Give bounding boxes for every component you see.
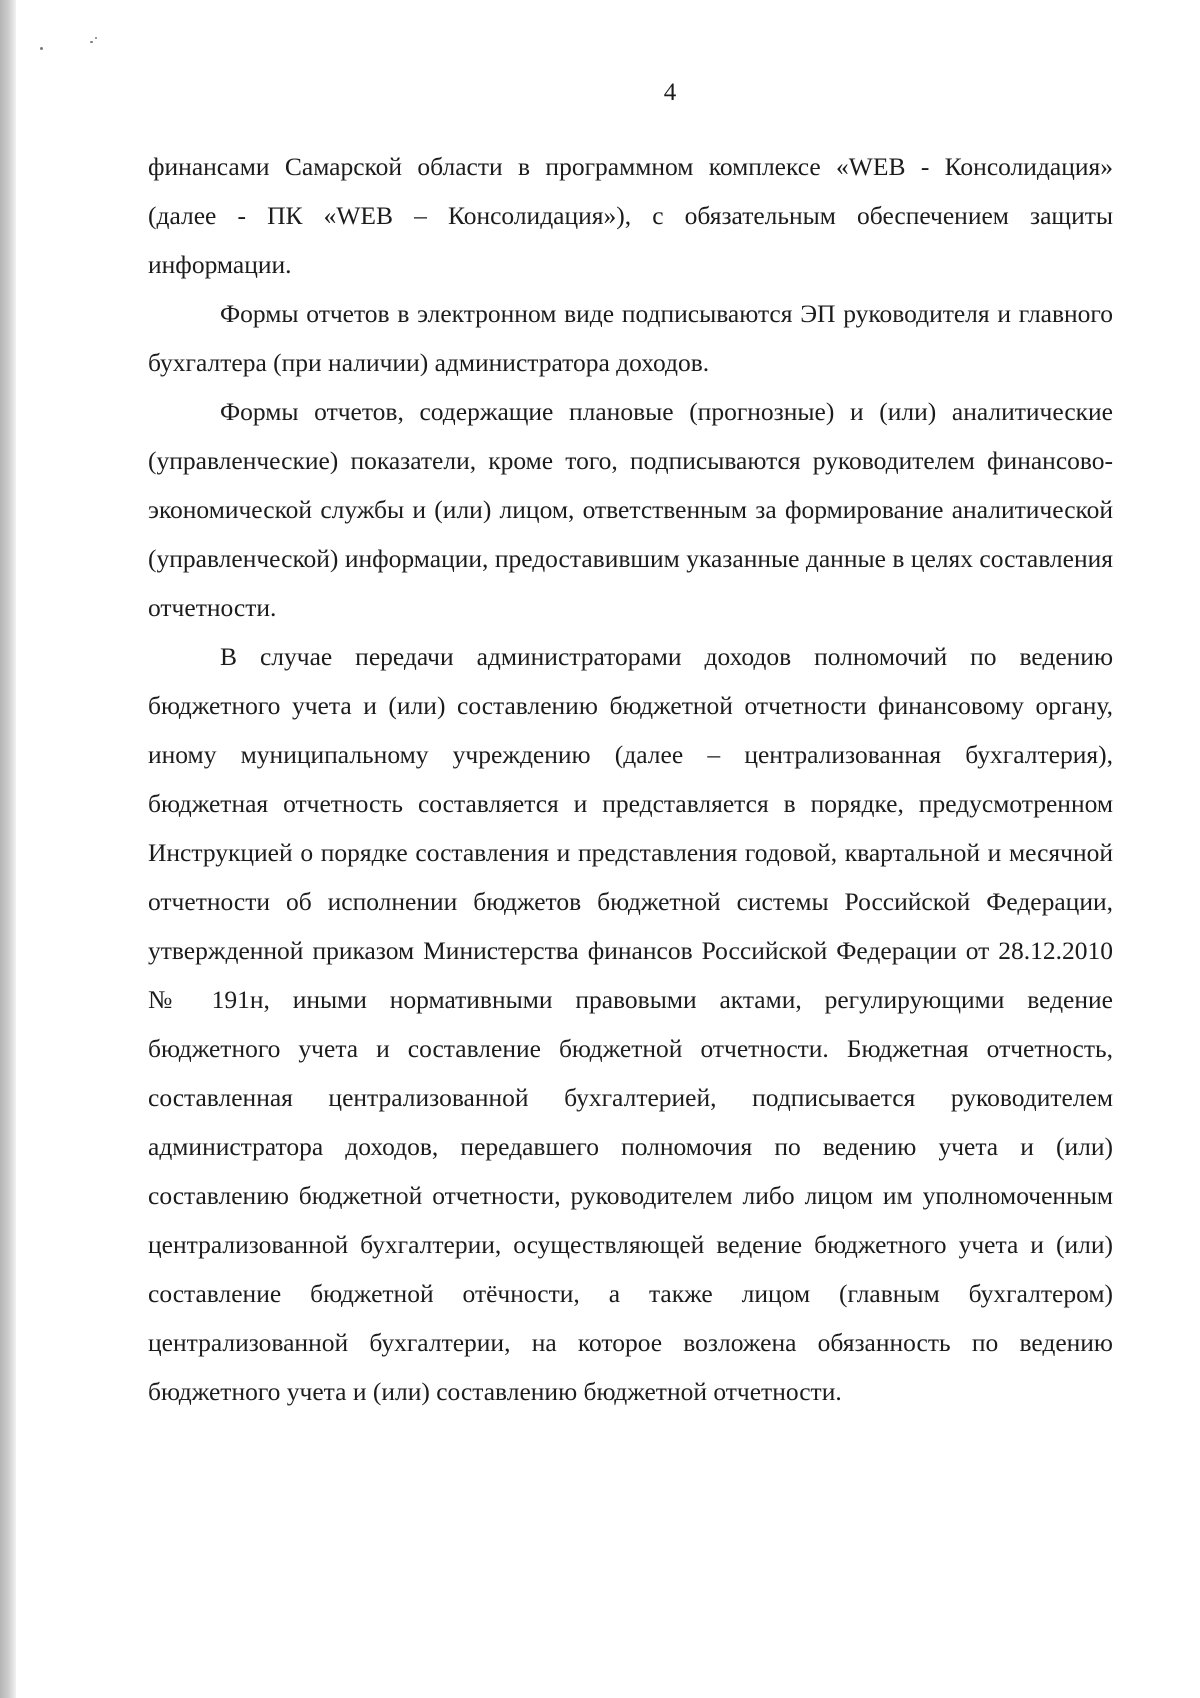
paragraph-3: Формы отчетов, содержащие плановые (прогнозные) и (или) аналитические (управленческие) показатели, кроме того, подписываются руководителем финансово-экономической службы и (или) лицом, ответственным за формирование аналитической (управленческой) информации, предоставившим указанные данные в целях составления отчетности. <box>148 397 1113 622</box>
scan-speck <box>95 37 97 39</box>
paragraph-4: В случае передачи администраторами доходов полномочий по ведению бюджетного учета и (или) составлению бюджетной отчетности финансовому органу, иному муниципальному учреждению (далее – централизованная бухгалтерия), бюджетная отчетность составляется и представляется в порядке, предусмотренном Инструкцией о порядке составления и представления годовой, квартальной и месячной отчетности об исполнении бюджетов бюджетной системы Российской Федерации, утвержденной приказом Министерства финансов Российской Федерации от 28.12.2010 № 191н, иными нормативными правовыми актами, регулирующими ведение бюджетного учета и составление бюджетной отчетности. Бюджетная отчетность, составленная централизованной бухгалтерией, подписывается руководителем администратора доходов, передавшего полномочия по ведению учета и (или) составлению бюджетной отчетности, руководителем либо лицом им уполномоченным централизованной бухгалтерии, осуществляющей ведение бюджетного учета и (или) составление бюджетной отёчности, а также лицом (главным бухгалтером) централизованной бухгалтерии, на которое возложена обязанность по ведению бюджетного учета и (или) составлению бюджетной отчетности. <box>148 642 1113 1406</box>
paragraph-1: финансами Самарской области в программном комплексе «WEB - Консолидация» (далее - ПК «WEB – Консолидация»), с обязательным обеспечением защиты информации. <box>148 152 1113 279</box>
document-body <box>148 142 1113 1416</box>
scan-speck <box>40 47 43 50</box>
scan-speck <box>90 41 93 43</box>
paragraph-2: Формы отчетов в электронном виде подписываются ЭП руководителя и главного бухгалтера (при наличии) администратора доходов. <box>148 299 1113 377</box>
page-number: 4 <box>663 79 677 106</box>
scan-shadow-edge <box>0 0 16 1698</box>
